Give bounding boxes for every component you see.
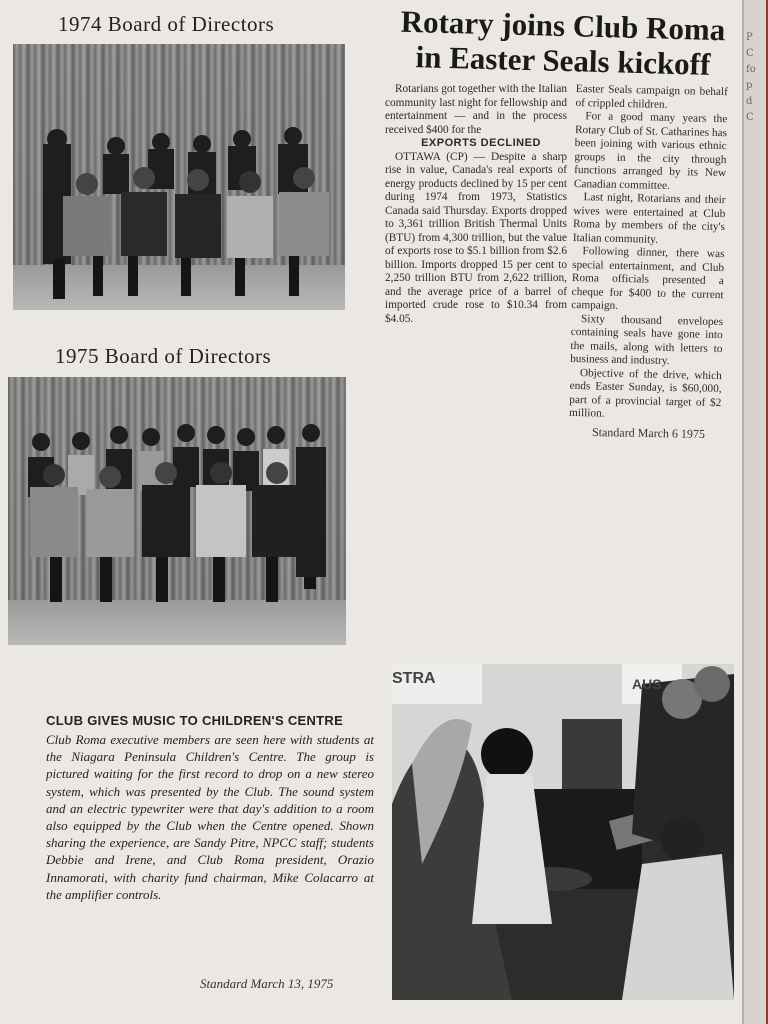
article-paragraph: Sixty thousand envelopes containing seals have gone into the mails, along with letters to business and industry.	[570, 312, 724, 368]
article-column-2	[569, 83, 728, 424]
edge-glyph: fo	[746, 64, 756, 75]
edge-glyph: p	[746, 80, 753, 91]
music-caption	[46, 713, 374, 903]
music-caption-title: CLUB GIVES MUSIC TO CHILDREN'S CENTRE	[46, 713, 344, 728]
edge-glyph: d	[746, 96, 753, 107]
heading-1974-board: 1974 Board of Directors	[58, 12, 275, 36]
photo-1975-board	[8, 377, 346, 645]
article-paragraph: Objective of the drive, which ends Easter Sunday, is $60,000, part of a provincial target of $2 million.	[568, 366, 723, 420]
article-headline	[398, 3, 728, 82]
adjacent-page-edge	[742, 0, 768, 1024]
exports-subhead: EXPORTS DECLINED	[421, 137, 541, 149]
article-column-1	[385, 83, 567, 326]
headline-line-2: in Easter Seals kickoff	[415, 39, 711, 82]
music-caption-body: Club Roma executive members are seen here with students at the Niagara Peninsula Children's Centre. The group is pictured waiting for the first record to drop on a new stereo system, which was presented by the Club. The sound system and an electric typewriter were that day's addition to a room also equipped by the Club when the Centre opened. Shown sharing the experience, are Sandy Pitre, NPCC staff; students Debbie and Irene, and Club Roma president, Orazio Innamorati, with charity fund chairman, Mike Colacarro at the amplifier controls.	[46, 732, 374, 902]
article-paragraph: Last night, Rotarians and their wives were entertained at Club Roma by members of the city's Italian community.	[572, 191, 726, 246]
edge-glyph: C	[746, 48, 754, 59]
edge-glyph: C	[746, 112, 754, 123]
article-paragraph: Following dinner, there was special entertainment, and Club Roma officials presented a cheque for $400 to the current campaign.	[571, 245, 725, 312]
exports-paragraph: OTTAWA (CP) — Despite a sharp rise in value, Canada's real exports of energy products declined by 15 per cent during 1974 from 1973, Statistics Canada said Thursday. Exports dropped to 3,361 trillion British Thermal Units (BTU) from 4,300 trillion, but the value of exports rose to $5.1 billion from $2.6 billion. Imports dropped 15 per cent to 2,250 trillion BTU from 2,622 trillion, and the average price of a barrel of imported crude rose to $10.34 from $4.05.	[385, 150, 567, 325]
article-credit: Standard March 6 1975	[591, 425, 706, 441]
article-lead-paragraph: Rotarians got together with the Italian community last night for fellowship and entertainment — and in the process received $400 for the	[385, 83, 567, 136]
article-paragraph: Easter Seals campaign on behalf of crippled children.	[575, 83, 728, 111]
headline-line-1: Rotary joins Club Roma	[400, 3, 726, 48]
music-credit: Standard March 13, 1975	[200, 976, 334, 991]
heading-1975-board: 1975 Board of Directors	[55, 344, 272, 368]
photo-music-centre	[392, 664, 734, 1000]
edge-glyph: P	[746, 32, 753, 43]
adjacent-page-text	[746, 30, 766, 126]
article-paragraph: For a good many years the Rotary Club of St. Catharines has been joining with various ethnic groups in the city through functions arranged by its New Canadian committee.	[573, 110, 728, 192]
photo-1974-board	[13, 44, 345, 310]
wall-sign-left: STRA	[392, 670, 436, 687]
wall-sign-right: AUS	[632, 676, 662, 692]
